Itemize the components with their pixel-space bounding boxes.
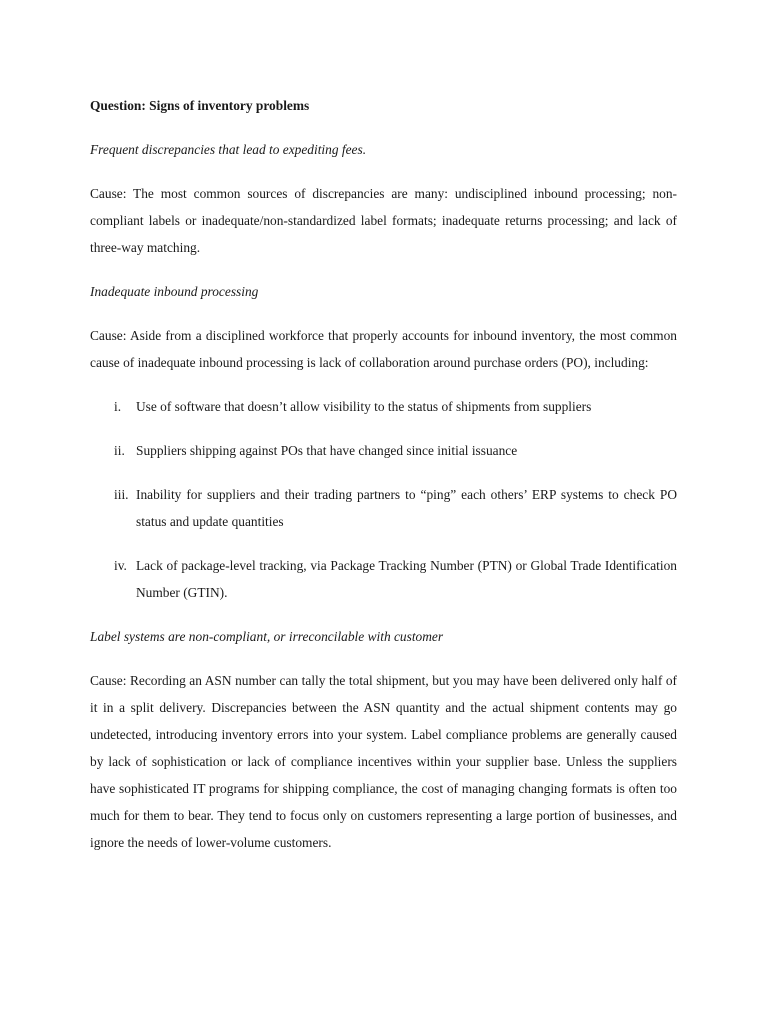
section-body-labels: Cause: Recording an ASN number can tally the total shipment, but you may have been delivered only half of it in a split delivery. Discrepancies between the ASN quantity and the actual shipment contents may go undetected, introducing inventory errors into your system. Label compliance problems are generally caused by lack of sophistication or lack of compliance incentives within your supplier base. Unless the suppliers have sophisticated IT programs for shipping compliance, the cost of managing changing formats is often too much for them to bear. They tend to focus only on customers representing a large portion of businesses, and ignore the needs of lower-volume customers. <box>90 673 677 850</box>
document-title: Question: Signs of inventory problems <box>90 98 310 113</box>
list-item-number: i. <box>114 399 122 414</box>
list-item-text: Suppliers shipping against POs that have changed since initial issuance <box>136 443 518 458</box>
list-item-number: ii. <box>114 443 125 458</box>
list-item-text: Lack of package-level tracking, via Package Tracking Number (PTN) or Global Trade Identification Number (GTIN). <box>136 558 677 600</box>
list-item-text: Use of software that doesn’t allow visibility to the status of shipments from suppliers <box>136 399 592 414</box>
section-heading-inbound: Inadequate inbound processing <box>90 284 259 299</box>
causes-list <box>90 393 677 606</box>
list-item <box>90 393 677 420</box>
section-body-inbound: Cause: Aside from a disciplined workforce that properly accounts for inbound inventory, the most common cause of inadequate inbound processing is lack of collaboration around purchase orders (PO), including: <box>90 328 677 370</box>
list-item <box>90 437 677 464</box>
document-page <box>90 92 677 873</box>
section-body-discrepancies: Cause: The most common sources of discrepancies are many: undisciplined inbound processing; non-compliant labels or inadequate/non-standardized label formats; inadequate returns processing; and lack of three-way matching. <box>90 186 677 255</box>
list-item-text: Inability for suppliers and their trading partners to “ping” each others’ ERP systems to check PO status and update quantities <box>136 487 677 529</box>
section-heading-discrepancies: Frequent discrepancies that lead to expediting fees. <box>90 142 367 157</box>
section-heading-labels: Label systems are non-compliant, or irreconcilable with customer <box>90 629 444 644</box>
list-item-number: iii. <box>114 487 129 502</box>
list-item <box>90 552 677 606</box>
list-item-number: iv. <box>114 558 127 573</box>
list-item <box>90 481 677 535</box>
